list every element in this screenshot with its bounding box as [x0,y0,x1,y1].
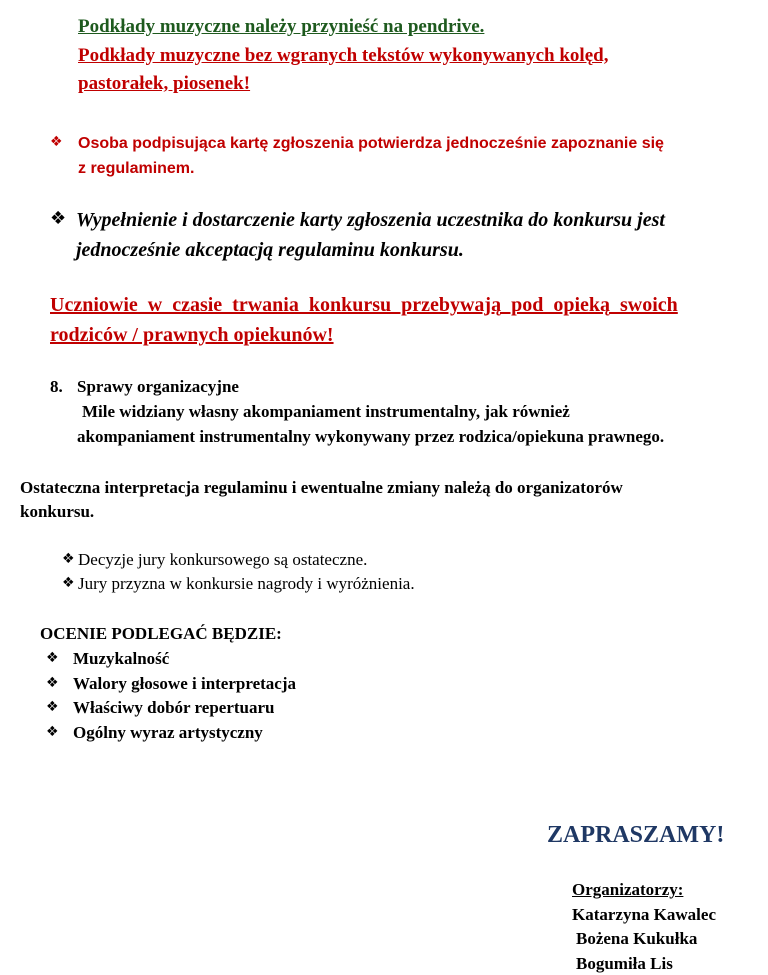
care-notice-line1: Uczniowie w czasie trwania konkursu przebywają pod opieką swoich [50,294,678,316]
section-title: Sprawy organizacyjne [77,377,239,396]
diamond-bullet-icon: ❖ [50,208,67,229]
organizer-name: Bogumiła Lis [576,954,673,973]
diamond-bullet-icon: ❖ [50,134,63,150]
criteria-heading: OCENIE PODLEGAĆ BĘDZIE: [40,624,282,643]
acceptance-text-line1: Wypełnienie i dostarczenie karty zgłoszenia uczestnika do konkursu jest [76,209,665,231]
jury-item: Jury przyzna w konkursie nagrody i wyróżnienia. [78,574,415,593]
diamond-bullet-icon: ❖ [62,551,75,567]
backing-track-notice-line2: pastorałek, piosenek! [78,73,251,94]
diamond-bullet-icon: ❖ [46,650,59,666]
criteria-item: Walory głosowe i interpretacja [73,674,297,693]
final-interpretation-line1: Ostateczna interpretacja regulaminu i ewentualne zmiany należą do organizatorów [20,478,623,497]
jury-item: Decyzje jury konkursowego są ostateczne. [78,550,368,569]
section-text-line1: Mile widziany własny akompaniament instrumentalny, jak również [82,402,570,421]
criteria-item: Muzykalność [73,649,170,668]
criteria-item: Właściwy dobór repertuaru [73,698,275,717]
diamond-bullet-icon: ❖ [46,699,59,715]
acceptance-text-line2: jednocześnie akceptacją regulaminu konkursu. [76,239,464,261]
organizers-heading: Organizatorzy: [572,880,684,899]
invitation-title: ZAPRASZAMY! [547,822,725,848]
consent-text-line1: Osoba podpisująca kartę zgłoszenia potwierdza jednocześnie zapoznanie się [78,135,664,152]
consent-text-line2: z regulaminem. [78,160,195,177]
diamond-bullet-icon: ❖ [62,575,75,591]
diamond-bullet-icon: ❖ [46,675,59,691]
backing-track-notice-line1: Podkłady muzyczne bez wgranych tekstów wykonywanych kolęd, [78,45,609,66]
care-notice-line2: rodziców / prawnych opiekunów! [50,324,334,346]
organizer-name: Katarzyna Kawalec [572,905,716,924]
organizer-name: Bożena Kukułka [576,929,698,948]
pendrive-notice: Podkłady muzyczne należy przynieść na pendrive. [78,16,485,37]
final-interpretation-line2: konkursu. [20,502,95,521]
section-text-line2: akompaniament instrumentalny wykonywany przez rodzica/opiekuna prawnego. [77,427,665,446]
diamond-bullet-icon: ❖ [46,724,59,740]
section-number: 8. [50,377,63,396]
criteria-item: Ogólny wyraz artystyczny [73,723,263,742]
